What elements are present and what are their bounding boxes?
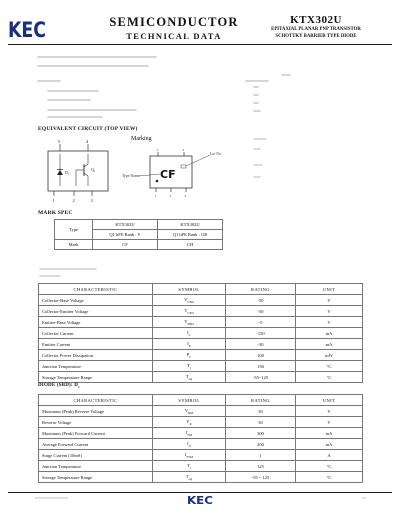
diode-heading: DIODE (SBD): $D_1$: [38, 383, 80, 389]
unit: V: [296, 406, 363, 417]
diode-row: [39, 428, 363, 439]
rating: 30: [226, 417, 296, 428]
diode-row: [39, 450, 363, 461]
characteristic: Reverse Voltage: [39, 417, 153, 428]
part-number: KTX302U: [290, 14, 342, 26]
unit: mW: [296, 350, 363, 361]
illegible-intro-text: [36, 53, 392, 123]
unit: mA: [296, 428, 363, 439]
characteristic: Average Forward Current: [39, 439, 153, 450]
unit: °C: [296, 472, 363, 483]
unit: V: [296, 417, 363, 428]
diode-row: [39, 472, 363, 483]
transistor-row: [39, 372, 363, 383]
mark-spec-col-2: KTX302U: [158, 220, 223, 230]
illegible-package-text: [252, 135, 302, 185]
characteristic: Collector-Emitter Voltage: [39, 306, 153, 317]
rating: -150: [226, 328, 296, 339]
pin-1-label: 1: [52, 198, 55, 203]
characteristic: Collector-Base Voltage: [39, 295, 153, 306]
unit: °C: [296, 461, 363, 472]
symbol: $V_{RM}$: [153, 406, 226, 417]
marking-code: CF: [160, 168, 176, 181]
characteristic: Maximum (Peak) Reverse Voltage: [39, 406, 153, 417]
title-semiconductor: SEMICONDUCTOR: [109, 15, 239, 29]
unit: °C: [296, 372, 363, 383]
transistor-row: [39, 350, 363, 361]
mark-spec-table: [54, 219, 223, 250]
characteristic: Storage Temperature Range: [39, 472, 153, 483]
symbol: $V_{CEO}$: [153, 306, 226, 317]
rating: 125: [226, 461, 296, 472]
diode-row: [39, 406, 363, 417]
rating: -30: [226, 339, 296, 350]
mark-spec-col-1: KTX302U: [93, 220, 158, 230]
transistor-row: [39, 328, 363, 339]
mark-spec-rank-1: Q1 hFE Rank : Y: [93, 230, 158, 240]
symbol: $T_j$: [153, 361, 226, 372]
unit: V: [296, 295, 363, 306]
header-rule: [8, 44, 392, 45]
pin1-dot-icon: [156, 180, 159, 183]
rating: 1: [226, 450, 296, 461]
pin-4-label: 4: [86, 139, 89, 144]
doc-title: [108, 15, 240, 42]
symbol: $P_C$: [153, 350, 226, 361]
symbol: $T_{stg}$: [153, 472, 226, 483]
illegible-footer-text: [34, 494, 74, 502]
equivalent-circuit-diagram: [44, 138, 112, 204]
svg-text:2: 2: [169, 194, 172, 198]
lot-no-label: Lot No.: [210, 152, 222, 156]
unit: mA: [296, 339, 363, 350]
rating: -50: [226, 295, 296, 306]
transistor-row: [39, 339, 363, 350]
part-desc-2: SCHOTTKY BARRIER TYPE DIODE: [275, 34, 357, 39]
unit: A: [296, 450, 363, 461]
characteristic: Junction Temperature: [39, 461, 153, 472]
illegible-page-number: [360, 494, 370, 502]
symbol: $I_O$: [153, 439, 226, 450]
footer-kec-logo: [187, 494, 213, 505]
diode-table-header: CHARACTERISTIC SYMBOL RATING UNIT: [39, 395, 363, 406]
part-desc-1: EPITAXIAL PLANAR PNP TRANSISTOR: [271, 27, 361, 32]
mark-spec-heading: MARK SPEC: [38, 210, 73, 216]
type-name-label: Type Name: [122, 174, 140, 178]
diode-symbol-icon: [57, 170, 63, 175]
transistor-ratings-table: [38, 283, 363, 383]
transistor-row: [39, 295, 363, 306]
symbol: $V_{CBO}$: [153, 295, 226, 306]
symbol: $T_{stg}$: [153, 372, 226, 383]
transistor-row: [39, 361, 363, 372]
kec-logo: [8, 18, 46, 40]
mark-spec-mark-2: CH: [158, 240, 223, 250]
transistor-row: [39, 317, 363, 328]
rating: -55~125: [226, 372, 296, 383]
marking-heading: Marking: [131, 136, 152, 142]
footer-rule: [8, 492, 392, 493]
diode-label: $D_1$: [65, 170, 70, 176]
mark-spec-mark-label: Mark: [55, 240, 93, 250]
svg-text:KEC: KEC: [8, 18, 46, 42]
symbol: $V_R$: [153, 417, 226, 428]
rating: 100: [226, 350, 296, 361]
svg-text:1: 1: [154, 194, 157, 198]
illegible-transistor-heading: [38, 266, 108, 280]
symbol: $I_{FM}$: [153, 428, 226, 439]
characteristic: Storage Temperature Range: [39, 372, 153, 383]
pin-5-label: 5: [58, 139, 61, 144]
unit: V: [296, 317, 363, 328]
title-technical-data: TECHNICAL DATA: [126, 31, 222, 41]
transistor-label: $Q_1$: [91, 167, 96, 173]
rating: -50: [226, 306, 296, 317]
unit: V: [296, 306, 363, 317]
part-info: [240, 14, 392, 40]
rating: 200: [226, 439, 296, 450]
symbol: $I_C$: [153, 328, 226, 339]
pin-3-label: 3: [90, 198, 93, 203]
symbol: $I_E$: [153, 339, 226, 350]
rating: 30: [226, 406, 296, 417]
mark-spec-type-label: Type: [55, 220, 93, 240]
characteristic: Emitter-Base Voltage: [39, 317, 153, 328]
symbol: $T_j$: [153, 461, 226, 472]
unit: °C: [296, 361, 363, 372]
unit: mA: [296, 439, 363, 450]
rating: 150: [226, 361, 296, 372]
characteristic: Maximum (Peak) Forward Current: [39, 428, 153, 439]
svg-text:5: 5: [156, 148, 159, 152]
rating: -5: [226, 317, 296, 328]
pin-2-label: 2: [72, 198, 75, 203]
mark-spec-mark-1: CF: [93, 240, 158, 250]
transistor-table-header: CHARACTERISTIC SYMBOL RATING UNIT: [39, 284, 363, 295]
characteristic: Emitter Current: [39, 339, 153, 350]
mark-spec-rank-2: Q1 hFE Rank : GR: [158, 230, 223, 240]
symbol: $I_{FSM}$: [153, 450, 226, 461]
diode-row: [39, 461, 363, 472]
rating: 300: [226, 428, 296, 439]
characteristic: Junction Temperature: [39, 361, 153, 372]
characteristic: Surge Current (10mS): [39, 450, 153, 461]
equivalent-circuit-heading: EQUIVALENT CIRCUIT (TOP VIEW): [38, 126, 138, 132]
characteristic: Collector Current: [39, 328, 153, 339]
rating: -55 ~ 125: [226, 472, 296, 483]
transistor-row: [39, 306, 363, 317]
svg-text:4: 4: [182, 148, 185, 152]
svg-text:KEC: KEC: [187, 494, 213, 507]
unit: mA: [296, 328, 363, 339]
svg-text:3: 3: [184, 194, 187, 198]
diode-row: [39, 417, 363, 428]
characteristic: Collector Power Dissipation: [39, 350, 153, 361]
diode-row: [39, 439, 363, 450]
diode-ratings-table: [38, 394, 363, 483]
symbol: $V_{EBO}$: [153, 317, 226, 328]
